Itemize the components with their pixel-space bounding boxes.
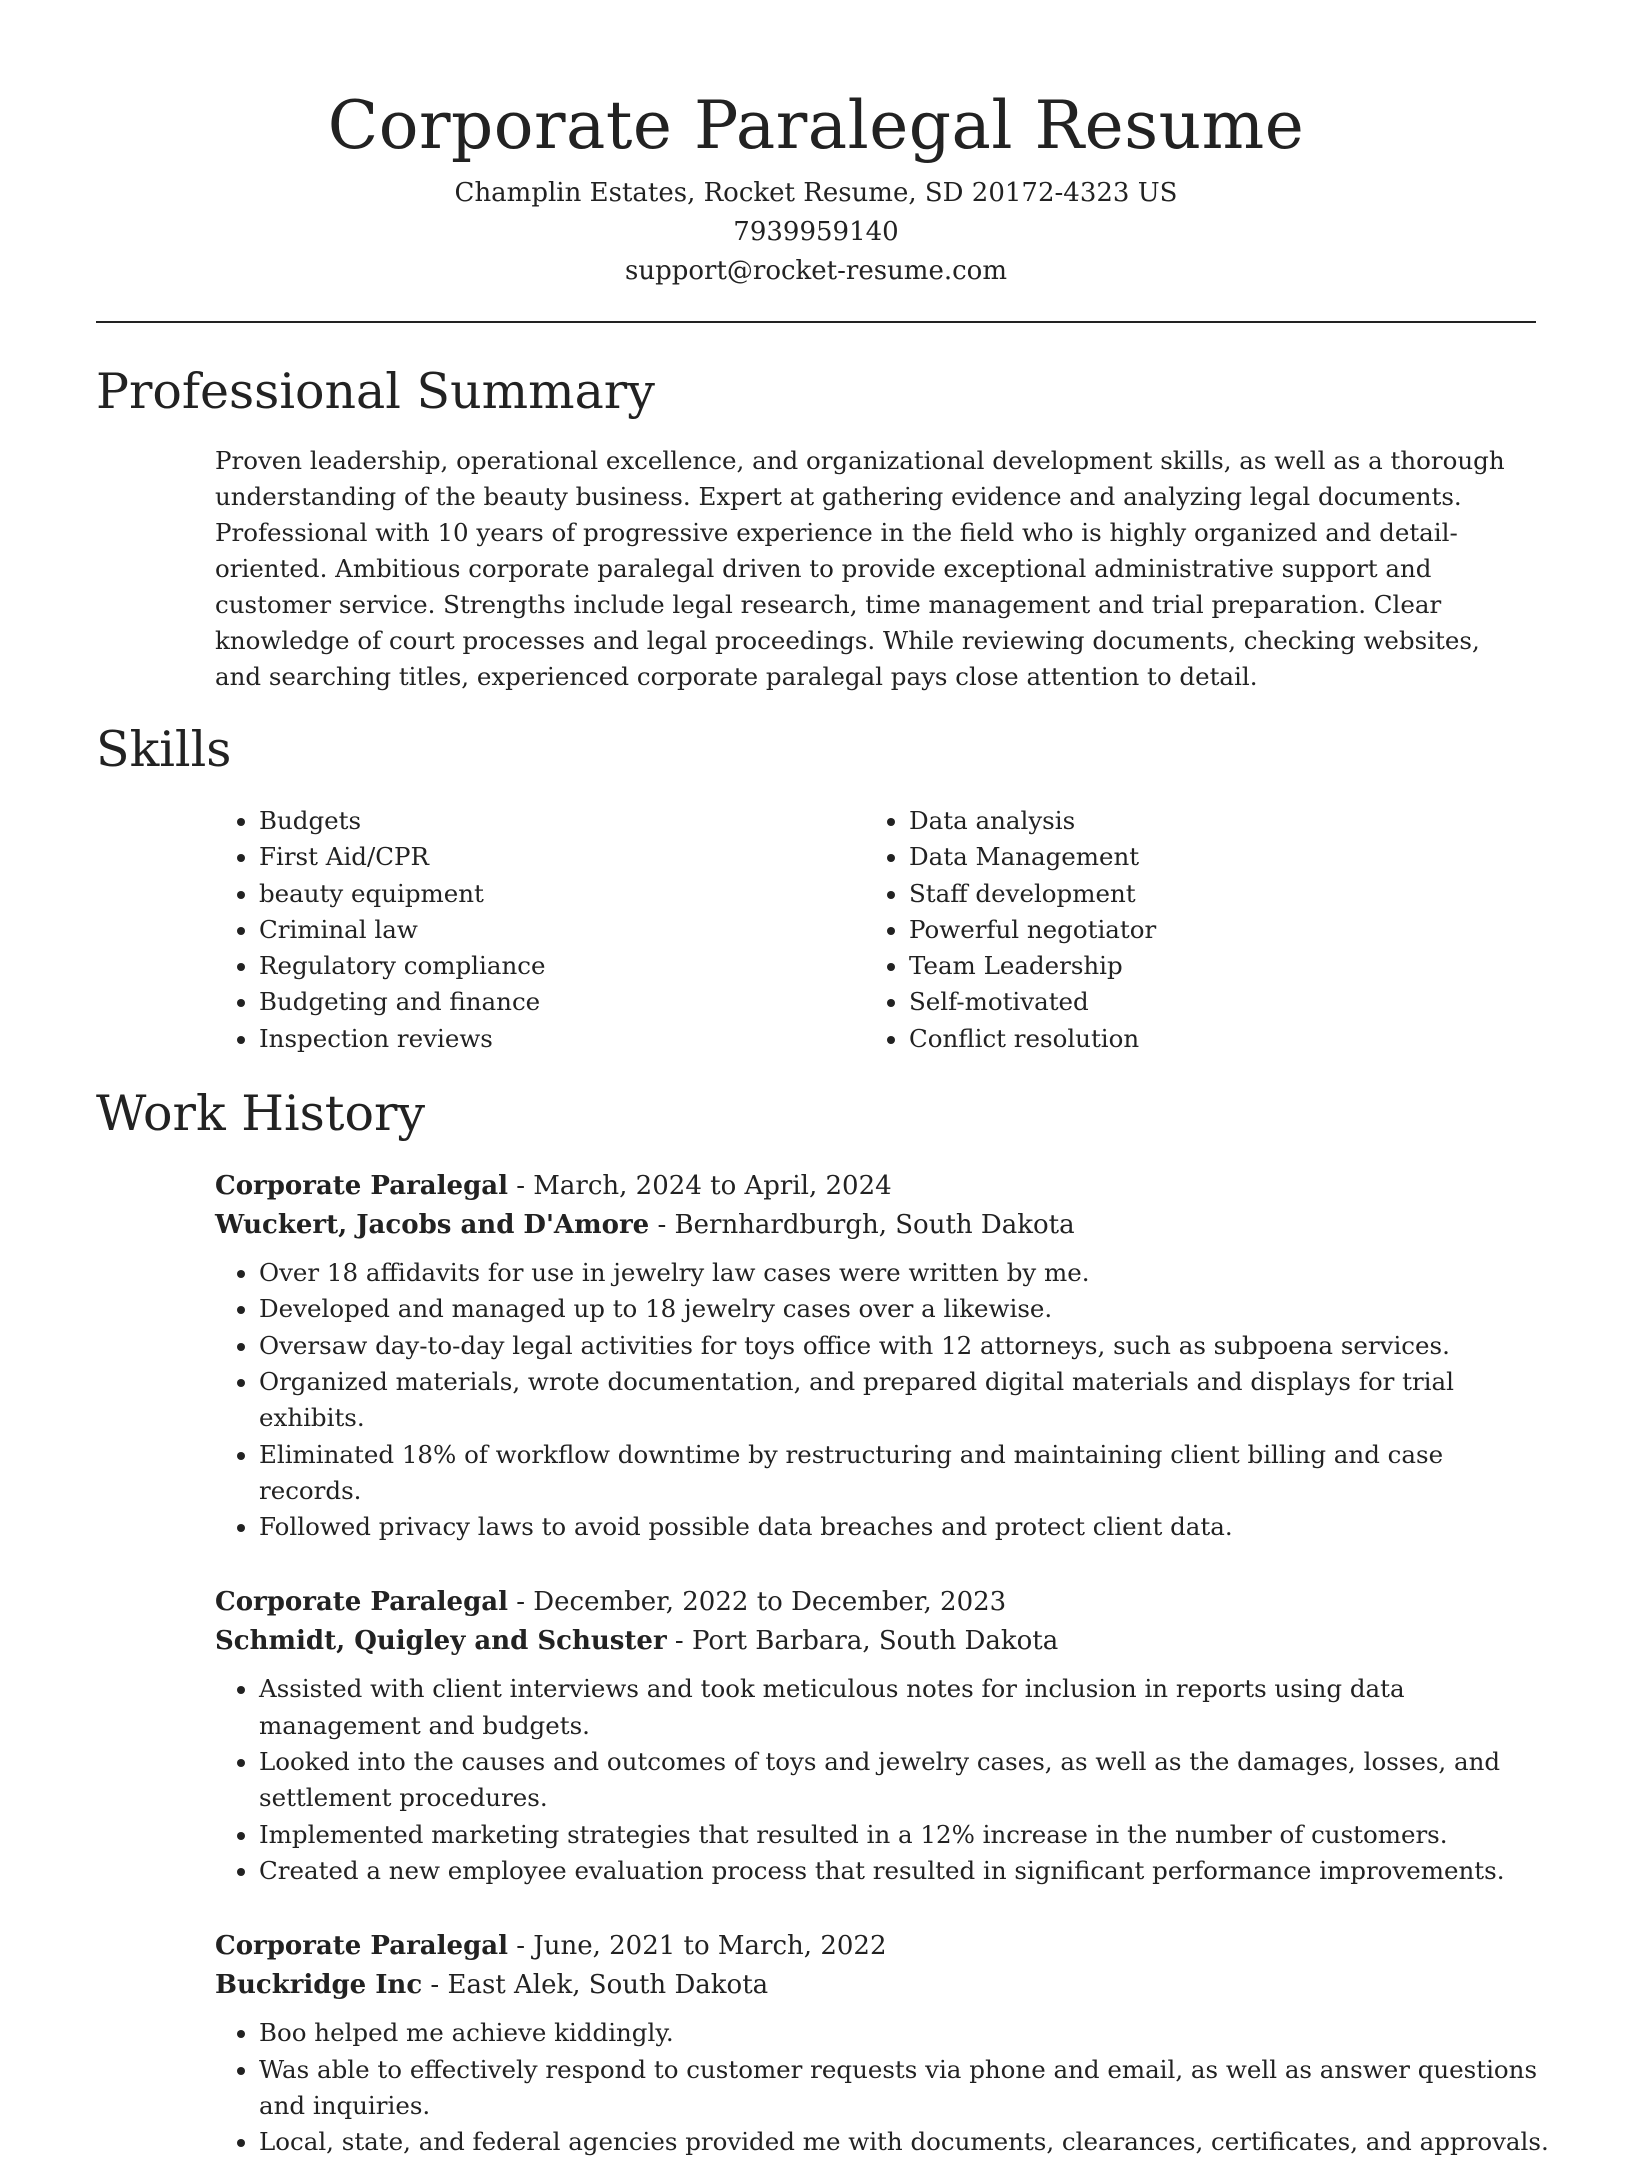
skills-column-right	[865, 803, 1515, 1057]
skill-item: • Data analysis	[909, 803, 1515, 839]
job-entry	[215, 1167, 1536, 1545]
job-bullets	[215, 2015, 1549, 2160]
skill-item: • Criminal law	[259, 912, 865, 948]
skill-item: • beauty equipment	[259, 876, 865, 912]
job-dates: - June, 2021 to March, 2022	[507, 1931, 887, 1962]
skill-item: • Team Leadership	[909, 948, 1515, 984]
job-bullet: • Was able to effectively respond to customer requests via phone and email, as well as answer questions and inquiries.	[259, 2052, 1549, 2125]
job-title-line	[215, 1167, 1536, 1206]
job-bullets	[215, 1255, 1549, 1545]
job-bullet: • Developed and managed up to 18 jewelry cases over a likewise.	[259, 1291, 1549, 1327]
job-dates: - December, 2022 to December, 2023	[507, 1587, 1007, 1618]
job-bullet: • Eliminated 18% of workflow downtime by restructuring and maintaining client billing and case records.	[259, 1437, 1549, 1510]
job-bullet: • Organized materials, wrote documentation, and prepared digital materials and displays for trial exhibits.	[259, 1364, 1549, 1437]
job-entry	[215, 1927, 1549, 2160]
job-title: Corporate Paralegal	[215, 1171, 508, 1202]
contact-phone: 7939959140	[733, 217, 899, 247]
job-location: - East Alek, South Dakota	[422, 1970, 769, 2001]
resume-page	[96, 0, 1549, 2160]
job-bullet: • Implemented marketing strategies that resulted in a 12% increase in the number of customers.	[259, 1817, 1549, 1853]
job-bullet: • Looked into the causes and outcomes of toys and jewelry cases, as well as the damages, losses, and settlement procedures.	[259, 1744, 1549, 1817]
skills-list	[215, 803, 1536, 1057]
job-entry	[215, 1583, 1536, 1889]
job-location: - Port Barbara, South Dakota	[666, 1626, 1059, 1657]
job-bullet: • Created a new employee evaluation process that resulted in significant performance improvements.	[259, 1853, 1549, 1889]
job-bullet: • Oversaw day-to-day legal activities for toys office with 12 attorneys, such as subpoena services.	[259, 1328, 1549, 1364]
skill-item: • Budgeting and finance	[259, 984, 865, 1020]
resume-title: Corporate Paralegal Resume	[327, 87, 1305, 164]
skill-item: • Regulatory compliance	[259, 948, 865, 984]
work-history-heading: Work History	[96, 1085, 426, 1143]
job-title: Corporate Paralegal	[215, 1587, 508, 1618]
skills-heading: Skills	[96, 721, 232, 778]
skill-item: • Budgets	[259, 803, 865, 839]
job-title: Corporate Paralegal	[215, 1931, 508, 1962]
summary-text: Proven leadership, operational excellence, and organizational development skills, as well as a thorough understanding of the beauty business. Expert at gathering evidence and analyzing legal documents. Professional with 10 years of progressive experience in the field who is highly organized and detail-oriented. Ambitious corporate paralegal driven to provide exceptional administrative support and customer service. Strengths include legal research, time management and trial preparation. Clear knowledge of court processes and legal proceedings. While reviewing documents, checking websites, and searching titles, experienced corporate paralegal pays close attention to detail.	[215, 446, 1505, 691]
skill-item: • Inspection reviews	[259, 1021, 865, 1057]
job-bullet: • Assisted with client interviews and took meticulous notes for inclusion in reports using data management and budgets.	[259, 1671, 1549, 1744]
contact-block	[96, 174, 1536, 291]
job-location: - Bernhardburgh, South Dakota	[649, 1210, 1075, 1241]
job-company-line	[215, 1966, 1536, 2005]
job-title-line	[215, 1583, 1536, 1622]
header-divider	[96, 321, 1536, 323]
skill-item: • Conflict resolution	[909, 1021, 1515, 1057]
skill-item: • Staff development	[909, 876, 1515, 912]
job-title-line	[215, 1927, 1536, 1966]
job-company: Schmidt, Quigley and Schuster	[215, 1626, 667, 1657]
job-dates: - March, 2024 to April, 2024	[507, 1171, 892, 1202]
job-company-line	[215, 1206, 1536, 1245]
job-bullet: • Over 18 affidavits for use in jewelry law cases were written by me.	[259, 1255, 1549, 1291]
job-bullet: • Local, state, and federal agencies provided me with documents, clearances, certificates, and approvals.	[259, 2124, 1549, 2160]
skill-item: • First Aid/CPR	[259, 839, 865, 875]
contact-email: support@rocket-resume.com	[624, 256, 1007, 286]
job-bullet: • Followed privacy laws to avoid possible data breaches and protect client data.	[259, 1509, 1549, 1545]
skills-column-left	[215, 803, 865, 1057]
skill-item: • Data Management	[909, 839, 1515, 875]
contact-address: Champlin Estates, Rocket Resume, SD 20172-4323 US	[454, 178, 1178, 208]
job-bullets	[215, 1671, 1549, 1889]
job-company-line	[215, 1622, 1536, 1661]
skill-item: • Self-motivated	[909, 984, 1515, 1020]
job-company: Wuckert, Jacobs and D'Amore	[215, 1210, 650, 1241]
job-company: Buckridge Inc	[215, 1970, 423, 2001]
job-bullet: • Boo helped me achieve kiddingly.	[259, 2015, 1549, 2051]
summary-heading: Professional Summary	[96, 363, 655, 420]
skill-item: • Powerful negotiator	[909, 912, 1515, 948]
